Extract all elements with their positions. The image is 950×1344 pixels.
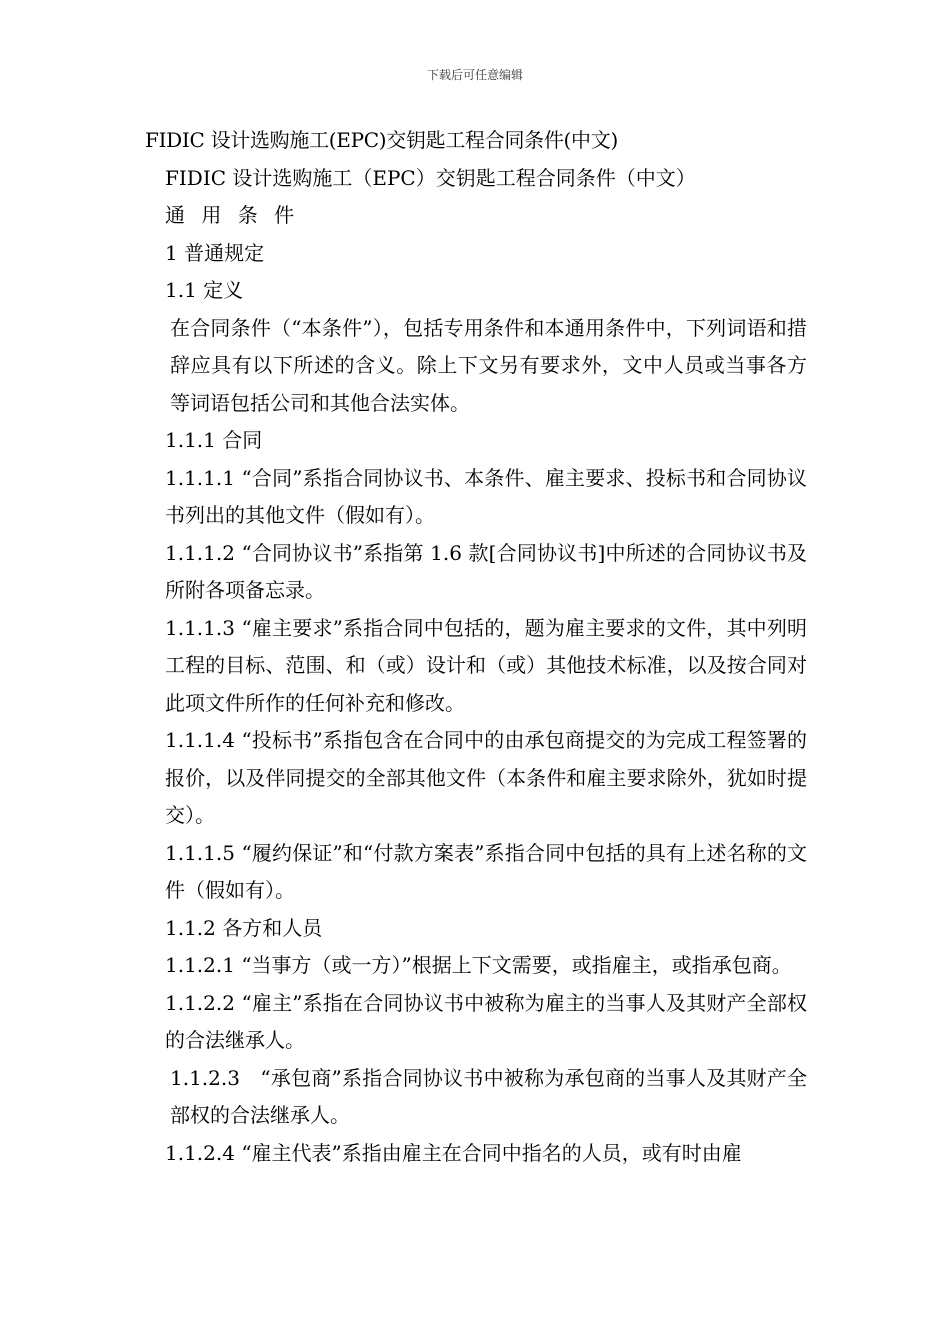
clause-heading: 1.1.2 各方和人员 (165, 915, 323, 940)
body-paragraph: 1.1.2.3 “承包商”系指合同协议书中被称为承包商的当事人及其财产全部权的合法继承人。 (170, 1065, 807, 1127)
body-paragraph: 1.1.1.3 “雇主要求”系指合同中包括的，题为雇主要求的文件，其中列明工程的目标、范围、和（或）设计和（或）其他技术标准，以及按合同对此项文件所作的任何补充和修改。 (165, 615, 807, 715)
body-paragraph: 1.1.1.4 “投标书”系指包含在合同中的由承包商提交的为完成工程签署的报价，以及伴同提交的全部其他文件（本条件和雇主要求除外，犹如时提交）。 (165, 728, 807, 827)
clause-heading: 1 普通规定 (165, 240, 265, 265)
document-subtitle: FIDIC 设计选购施工（EPC）交钥匙工程合同条件（中文） (165, 165, 696, 190)
body-paragraph: 1.1.2.4 “雇主代表”系指由雇主在合同中指名的人员，或有时由雇 (165, 1140, 742, 1165)
body-paragraph: 在合同条件（“本条件”），包括专用条件和本通用条件中，下列词语和措辞应具有以下所述的含义。除上下文另有要求外，文中人员或当事各方等词语包括公司和其他合法实体。 (170, 315, 807, 415)
document-title: FIDIC 设计选购施工(EPC)交钥匙工程合同条件(中文) (145, 128, 618, 152)
body-paragraph: 1.1.1.1 “合同”系指合同协议书、本条件、雇主要求、投标书和合同协议书列出的其他文件（假如有）。 (165, 465, 807, 527)
clause-heading: 1.1.1 合同 (165, 428, 263, 452)
body-paragraph: 1.1.2.1 “当事方（或一方）”根据上下文需要，或指雇主，或指承包商。 (165, 953, 792, 977)
clause-heading: 1.1 定义 (165, 278, 244, 302)
body-paragraph: 1.1.2.2 “雇主”系指在合同协议书中被称为雇主的当事人及其财产全部权的合法继承人。 (165, 990, 807, 1052)
section-heading-general-conditions: 通 用 条 件 (165, 203, 300, 227)
body-paragraph: 1.1.1.5 “履约保证”和“付款方案表”系指合同中包括的具有上述名称的文件（假如有）。 (165, 840, 807, 902)
body-paragraph: 1.1.1.2 “合同协议书”系指第 1.6 款[合同协议书]中所述的合同协议书及所附各项备忘录。 (165, 540, 807, 602)
document-body (145, 122, 807, 1172)
page-header-note: 下载后可任意编辑 (426, 68, 523, 82)
